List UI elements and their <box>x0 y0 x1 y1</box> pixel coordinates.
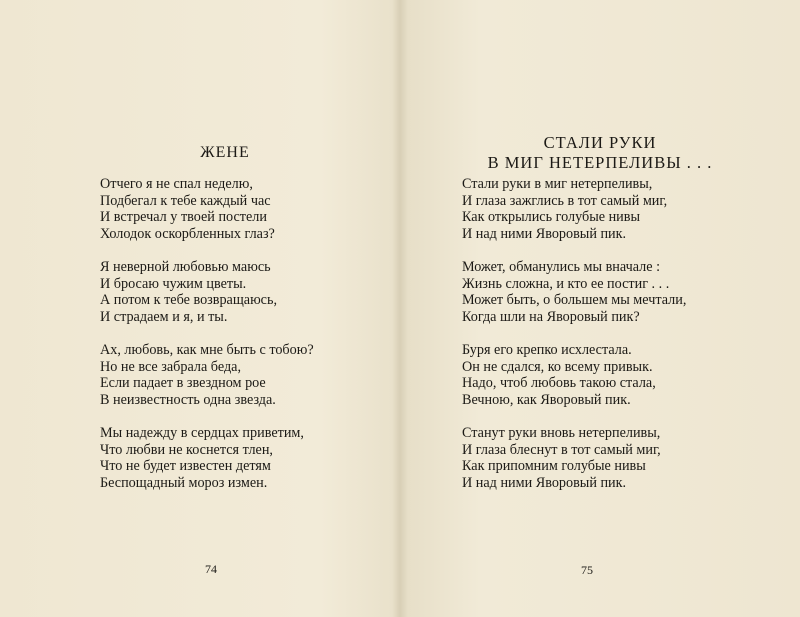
poem-line: Вечною, как Яворовый пик. <box>462 391 631 408</box>
poem-line: И над ними Яворовый пик. <box>462 474 627 491</box>
poem-line: Холодок оскорбленных глаз? <box>100 225 275 242</box>
poem-line: В неизвестность одна звезда. <box>100 391 276 408</box>
stanza <box>100 259 370 325</box>
poem-line: Если падает в звездном рое <box>100 375 266 392</box>
poem-line: И над ними Яворовый пик. <box>462 225 627 242</box>
poem-title-left: ЖЕНЕ <box>200 144 250 161</box>
poem-line: И страдаем и я, и ты. <box>100 308 228 325</box>
poem-line: Он не сдался, ко всему привык. <box>462 358 653 375</box>
right-page <box>400 0 800 617</box>
stanza <box>462 342 762 408</box>
stanza <box>462 259 762 325</box>
poem-line: Как припомним голубые нивы <box>462 458 646 475</box>
poem-line: Мы надежду в сердцах приветим, <box>100 424 304 441</box>
poem-line: Что не будет известен детям <box>100 458 271 475</box>
poem-line: Что любви не коснется тлен, <box>100 441 273 458</box>
poem-line: Ах, любовь, как мне быть с тобою? <box>100 341 314 358</box>
stanza <box>100 176 370 242</box>
poem-title-line: СТАЛИ РУКИ <box>543 133 657 152</box>
poem-line: Как открылись голубые нивы <box>462 209 640 226</box>
bleed-through-text <box>425 25 625 125</box>
poem-line: Может быть, о большем мы мечтали, <box>462 292 687 309</box>
poem-line: Надо, чтоб любовь такою стала, <box>462 375 656 392</box>
poem-line: Когда шли на Яворовый пик? <box>462 308 640 325</box>
poem-line: Стали руки в миг нетерпеливы, <box>462 176 653 192</box>
page-number-left: 74 <box>205 562 217 576</box>
page-number-right: 75 <box>581 563 593 577</box>
poem-title-line: В МИГ НЕТЕРПЕЛИВЫ . . . <box>487 153 713 172</box>
poem-title-right <box>460 133 740 173</box>
poem-line: И глаза блеснут в тот самый миг, <box>462 441 661 458</box>
poem-line: Но не все забрала беда, <box>100 358 242 375</box>
poem-line: Буря его крепко исхлестала. <box>462 341 632 358</box>
poem-line: Жизнь сложна, и кто ее постиг . . . <box>462 275 670 292</box>
stanza <box>462 425 762 491</box>
poem-line: Отчего я не спал неделю, <box>100 176 253 192</box>
stanza <box>100 342 370 408</box>
poem-line: А потом к тебе возвращаюсь, <box>100 292 277 309</box>
poem-line: Подбегал к тебе каждый час <box>100 192 271 209</box>
poem-line: Станут руки вновь нетерпеливы, <box>462 424 661 441</box>
poem-right <box>462 176 762 508</box>
stanza <box>100 425 370 491</box>
poem-line: И бросаю чужим цветы. <box>100 275 247 292</box>
poem-left <box>100 176 370 508</box>
poem-line: И встречал у твоей постели <box>100 209 267 226</box>
poem-line: Беспощадный мороз измен. <box>100 474 268 491</box>
poem-line: Я неверной любовью маюсь <box>100 258 271 275</box>
poem-line: Может, обманулись мы вначале : <box>462 258 661 275</box>
stanza <box>462 176 762 242</box>
poem-line: И глаза зажглись в тот самый миг, <box>462 192 668 209</box>
